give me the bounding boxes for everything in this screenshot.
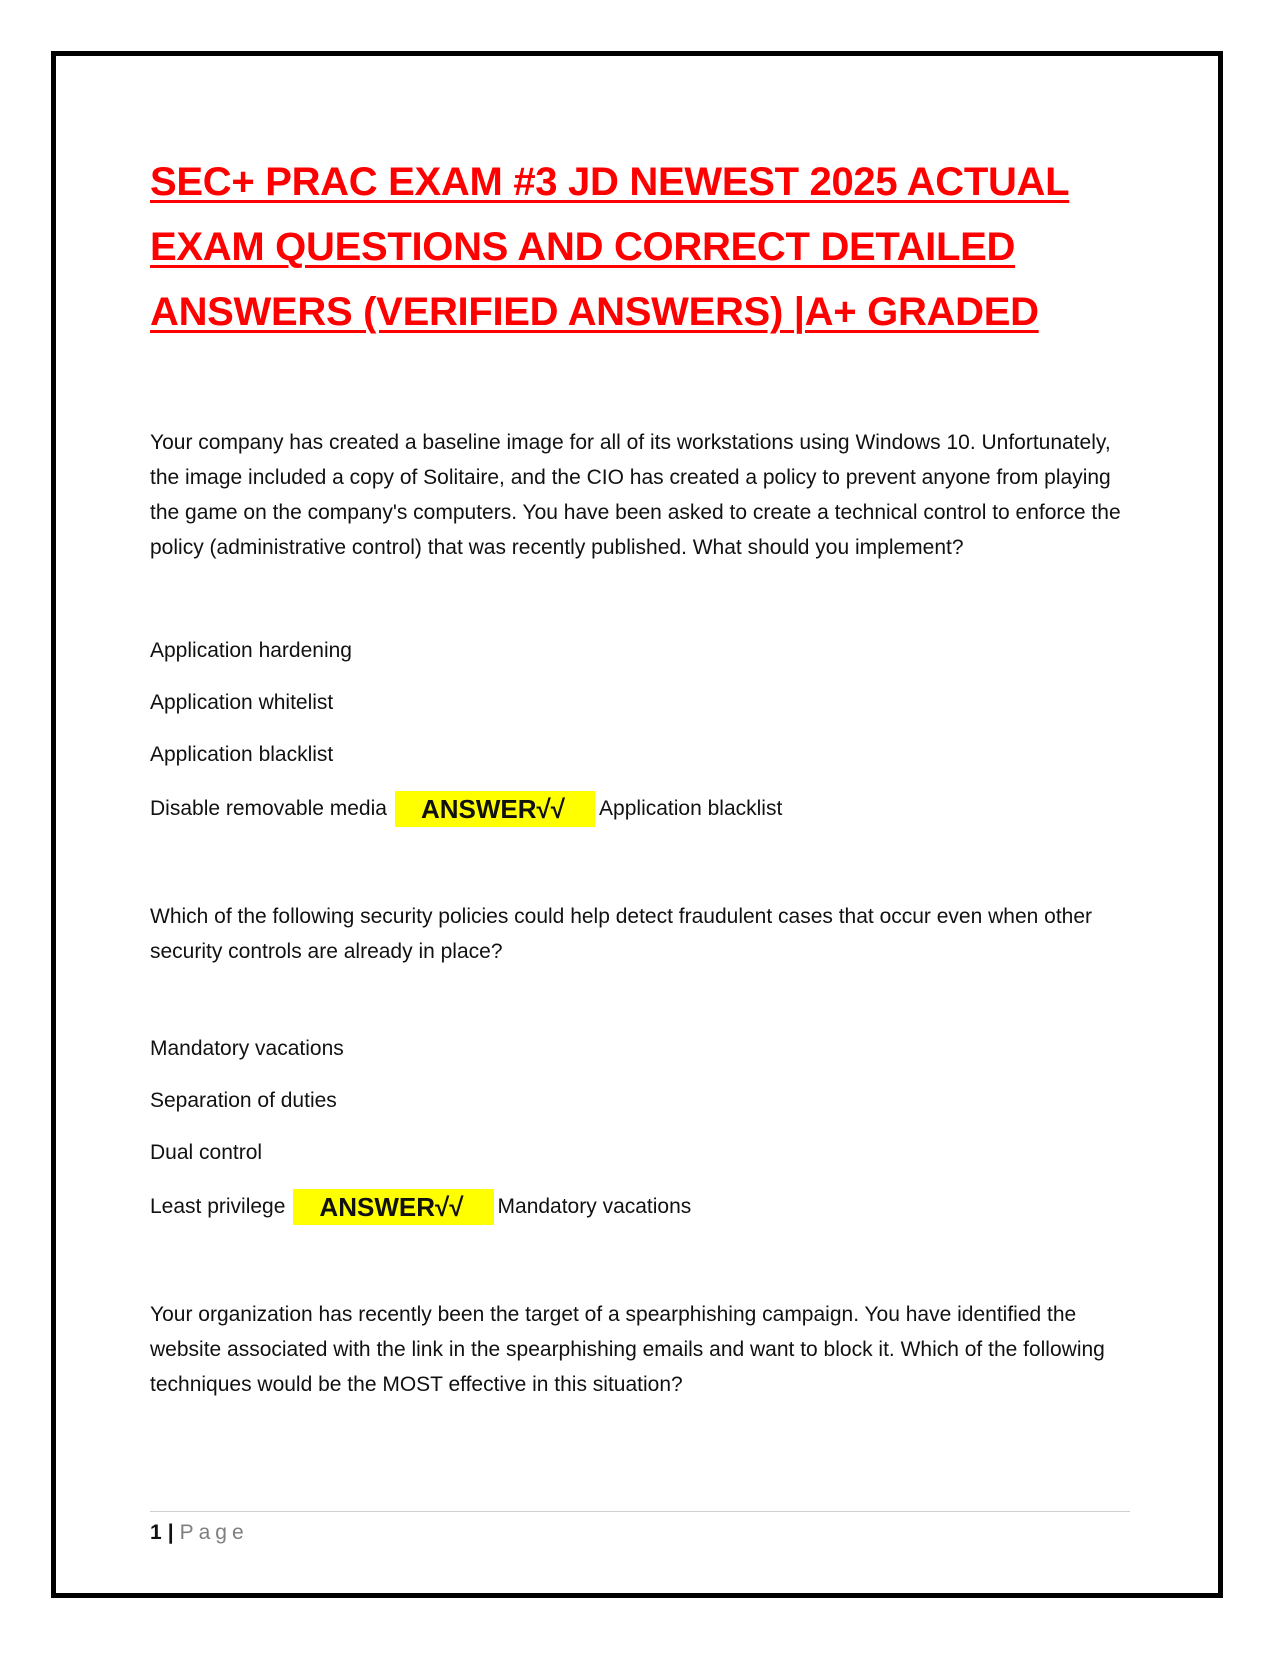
- option-2: Separation of duties: [150, 1089, 337, 1112]
- option-1: Mandatory vacations: [150, 1037, 344, 1060]
- question-2: [150, 899, 1130, 1225]
- footer-divider: [150, 1511, 1130, 1512]
- question-3: [150, 1297, 1130, 1402]
- question-text: Your company has created a baseline image for all of its workstations using Windows 10. Unfortunately, the image included a copy of Solitaire, and the CIO has created a policy to prevent anyone from playing the game on the company's computers. You have been asked to create a technical control to enforce the policy (administrative control) that was recently published. What should you implement?: [150, 431, 1121, 559]
- page-number: 1: [150, 1521, 162, 1544]
- option-3: Dual control: [150, 1141, 263, 1164]
- answer-row: [150, 791, 1130, 827]
- page-footer: [150, 1521, 249, 1545]
- document-body: [150, 150, 1130, 1402]
- option-1: Application hardening: [150, 639, 352, 662]
- question-text: Your organization has recently been the target of a spearphishing campaign. You have identified the website associated with the link in the spearphishing emails and want to block it. Which of the following techniques would be the MOST effective in this situation?: [150, 1303, 1105, 1396]
- answer-badge: ANSWER√√: [293, 1189, 493, 1225]
- footer-separator: |: [167, 1521, 174, 1544]
- answer-text: Mandatory vacations: [497, 1195, 692, 1218]
- answer-text: Application blacklist: [599, 797, 783, 820]
- document-title: SEC+ PRAC EXAM #3 JD NEWEST 2025 ACTUAL EXAM QUESTIONS AND CORRECT DETAILED ANSWERS (VERIFIED ANSWERS) |A+ GRADED: [150, 160, 1070, 334]
- answer-row: [150, 1189, 1130, 1225]
- option-3: Application blacklist: [150, 743, 334, 766]
- question-1: [150, 425, 1130, 827]
- page-label: Page: [179, 1521, 249, 1544]
- option-4: Least privilege: [150, 1195, 286, 1218]
- option-4: Disable removable media: [150, 797, 387, 820]
- question-text: Which of the following security policies could help detect fraudulent cases that occur even when other security controls are already in place?: [150, 905, 1093, 963]
- option-2: Application whitelist: [150, 691, 334, 714]
- answer-badge: ANSWER√√: [395, 791, 595, 827]
